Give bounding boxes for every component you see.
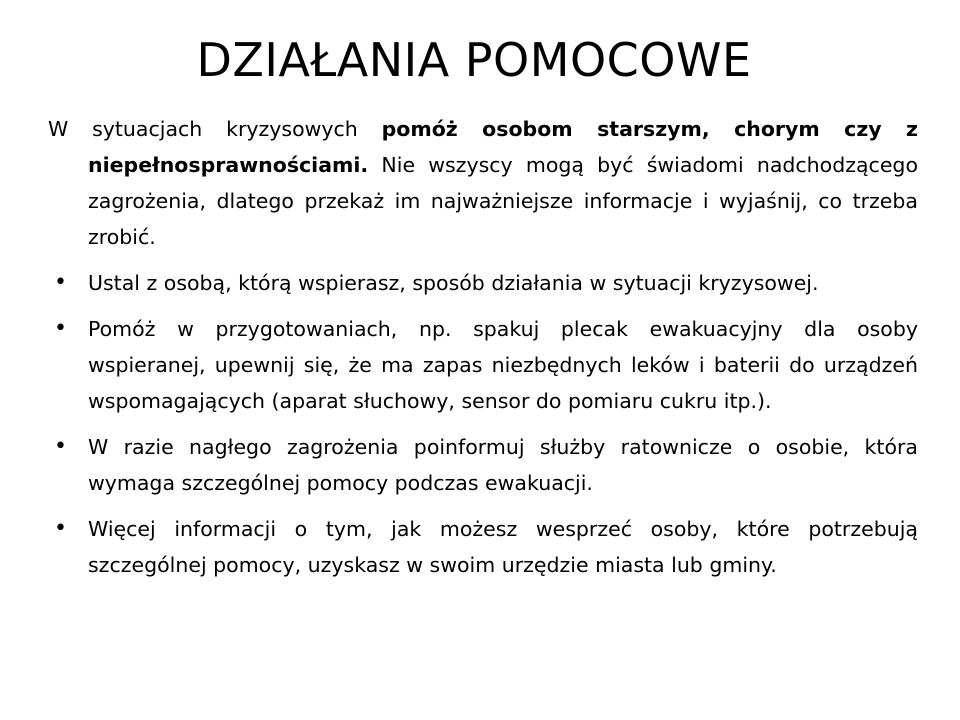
intro-text-start: W sytuacjach kryzysowych — [48, 117, 382, 141]
bullet-list — [48, 265, 918, 583]
bullet-item — [48, 511, 918, 583]
bullet-text: Ustal z osobą, którą wspierasz, sposób działania w sytuacji kryzysowej. — [88, 271, 819, 295]
bullet-icon: • — [54, 516, 67, 541]
bullet-text: Pomóż w przygotowaniach, np. spakuj plecak ewakuacyjny dla osoby wspieranej, upewnij się, że ma zapas niezbędnych leków i baterii do urządzeń wspomagających (aparat słuchowy, sensor do pomiaru cukru itp.). — [88, 317, 918, 413]
intro-paragraph — [48, 111, 918, 255]
bullet-item — [48, 311, 918, 419]
bullet-icon: • — [54, 316, 67, 341]
slide-title: DZIAŁANIA POMOCOWE — [196, 33, 752, 87]
intro-text-end: Nie wszyscy mogą być świadomi nadchodzącego zagrożenia, dlatego przekaż im najważniejsze informacje i wyjaśnij, co trzeba zrobić. — [88, 153, 918, 249]
bullet-icon: • — [54, 434, 67, 459]
bullet-text: W razie nagłego zagrożenia poinformuj służby ratownicze o osobie, która wymaga szczególnej pomocy podczas ewakuacji. — [88, 435, 918, 495]
bullet-text: Więcej informacji o tym, jak możesz wesprzeć osoby, które potrzebują szczególnej pomocy, uzyskasz w swoim urzędzie miasta lub gminy. — [88, 517, 918, 577]
bullet-item — [48, 429, 918, 501]
slide-content — [48, 111, 918, 583]
bullet-icon: • — [54, 270, 67, 295]
bullet-item — [48, 265, 918, 301]
intro-bold-text: pomóż osobom starszym, chorym czy z niepełnosprawnościami. — [88, 117, 918, 177]
